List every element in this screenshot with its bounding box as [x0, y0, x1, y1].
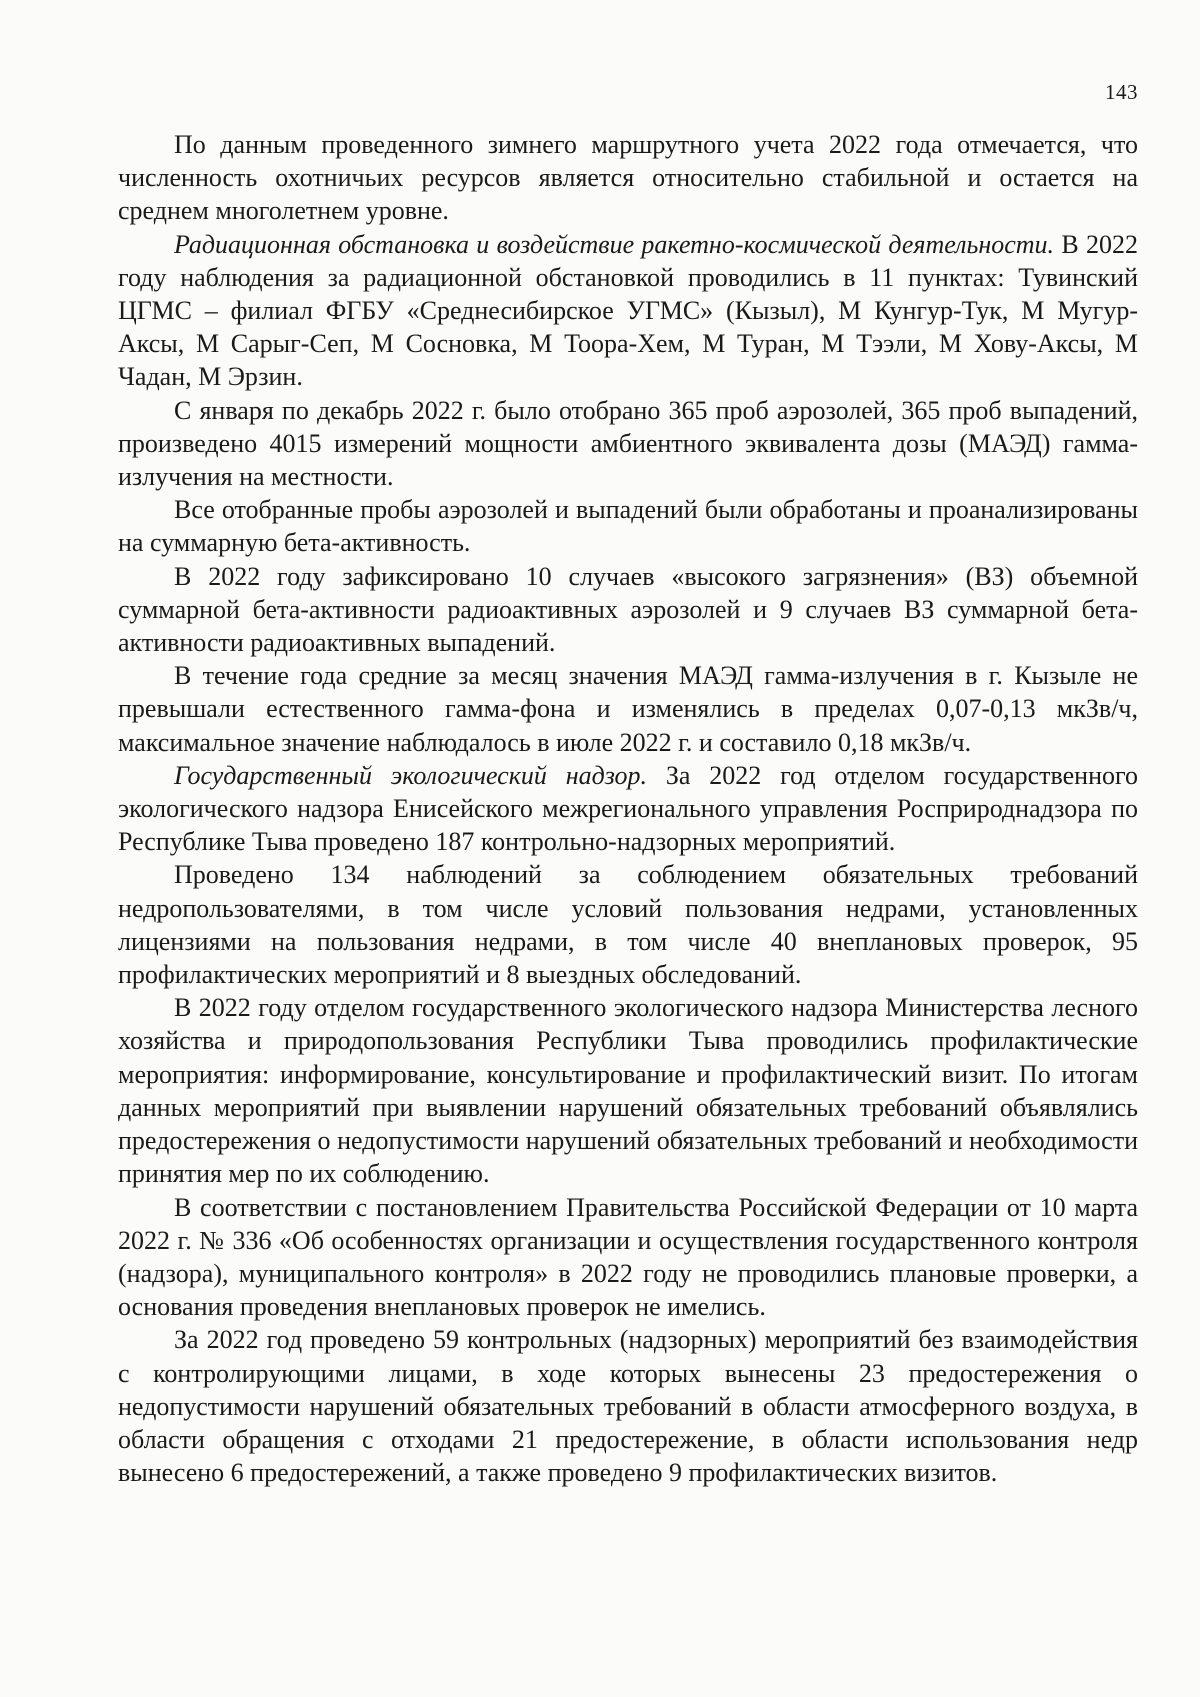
paragraph-3 [118, 394, 1138, 494]
paragraph-text: Проведено 134 наблюдений за соблюдением обязательных требований недропользователями, в том числе условий пользования недрами, установленных лицензиями на пользования недрами, в том числе 40 внеплановых проверок, 95 профилактических мероприятий и 8 выездных обследований. [118, 860, 1138, 990]
document-body [118, 128, 1138, 1489]
paragraph-text: Все отобранные пробы аэрозолей и выпадений были обработаны и проанализированы на суммарную бета-активность. [118, 495, 1138, 558]
paragraph-9 [118, 991, 1138, 1190]
paragraph-5 [118, 560, 1138, 660]
paragraph-1 [118, 128, 1138, 228]
paragraph-text: По данным проведенного зимнего маршрутного учета 2022 года отмечается, что численность охотничьих ресурсов является относительно стабильной и остается на среднем многолетнем уровне. [118, 130, 1138, 226]
paragraph-text: За 2022 год отделом государственного экологического надзора Енисейского межрегионального управления Росприроднадзора по Республике Тыва проведено 187 контрольно-надзорных мероприятий. [118, 760, 1139, 857]
paragraph-lead-heading: Государственный экологический надзор. [174, 760, 648, 790]
paragraph-2 [118, 228, 1138, 394]
paragraph-text: За 2022 год проведено 59 контрольных (надзорных) мероприятий без взаимодействия с контролирующими лицами, в ходе которых вынесены 23 предостережения о недопустимости нарушений обязательных требований в области атмосферного воздуха, в области обращения с отходами 21 предостережение, в области использования недр вынесено 6 предостережений, а также проведено 9 профилактических визитов. [118, 1325, 1138, 1488]
paragraph-8 [118, 858, 1138, 991]
paragraph-text: В 2022 году наблюдения за радиационной обстановкой проводились в 11 пунктах: Тувинский ЦГМС – филиал ФГБУ «Среднесибирское УГМС» (Кызыл), М Кунгур-Тук, М Мугур-Аксы, М Сарыг-Сеп, М Сосновка, М Тоора-Хем, М Туран, М Тээли, М Хову-Аксы, М Чадан, М Эрзин. [118, 229, 1139, 392]
paragraph-text: С января по декабрь 2022 г. было отобрано 365 проб аэрозолей, 365 проб выпадений, произведено 4015 измерений мощности амбиентного эквивалента дозы (МАЭД) гамма-излучения на местности. [118, 395, 1138, 492]
paragraph-11 [118, 1323, 1138, 1489]
paragraph-7 [118, 759, 1138, 859]
paragraph-6 [118, 659, 1138, 759]
paragraph-lead-heading: Радиационная обстановка и воздействие ракетно-космической деятельности. [174, 229, 1055, 259]
paragraph-text: В соответствии с постановлением Правительства Российской Федерации от 10 марта 2022 г. № 336 «Об особенностях организации и осуществления государственного контроля (надзора), муниципального контроля» в 2022 году не проводились плановые проверки, а основания проведения внеплановых проверок не имелись. [118, 1192, 1138, 1322]
paragraph-text: В течение года средние за месяц значения МАЭД гамма-излучения в г. Кызыле не превышали естественного гамма-фона и изменялись в пределах 0,07-0,13 мкЗв/ч, максимальное значение наблюдалось в июле 2022 г. и составило 0,18 мкЗв/ч. [118, 661, 1138, 757]
paragraph-text: В 2022 году зафиксировано 10 случаев «высокого загрязнения» (ВЗ) объемной суммарной бета-активности радиоактивных аэрозолей и 9 случаев ВЗ суммарной бета-активности радиоактивных выпадений. [118, 561, 1138, 658]
paragraph-text: В 2022 году отделом государственного экологического надзора Министерства лесного хозяйства и природопользования Республики Тыва проводились профилактические мероприятия: информирование, консультирование и профилактический визит. По итогам данных мероприятий при выявлении нарушений обязательных требований объявлялись предостережения о недопустимости нарушений обязательных требований и необходимости принятия мер по их соблюдению. [118, 993, 1138, 1189]
paragraph-4 [118, 493, 1138, 559]
paragraph-10 [118, 1191, 1138, 1324]
page-number: 143 [1105, 80, 1138, 104]
